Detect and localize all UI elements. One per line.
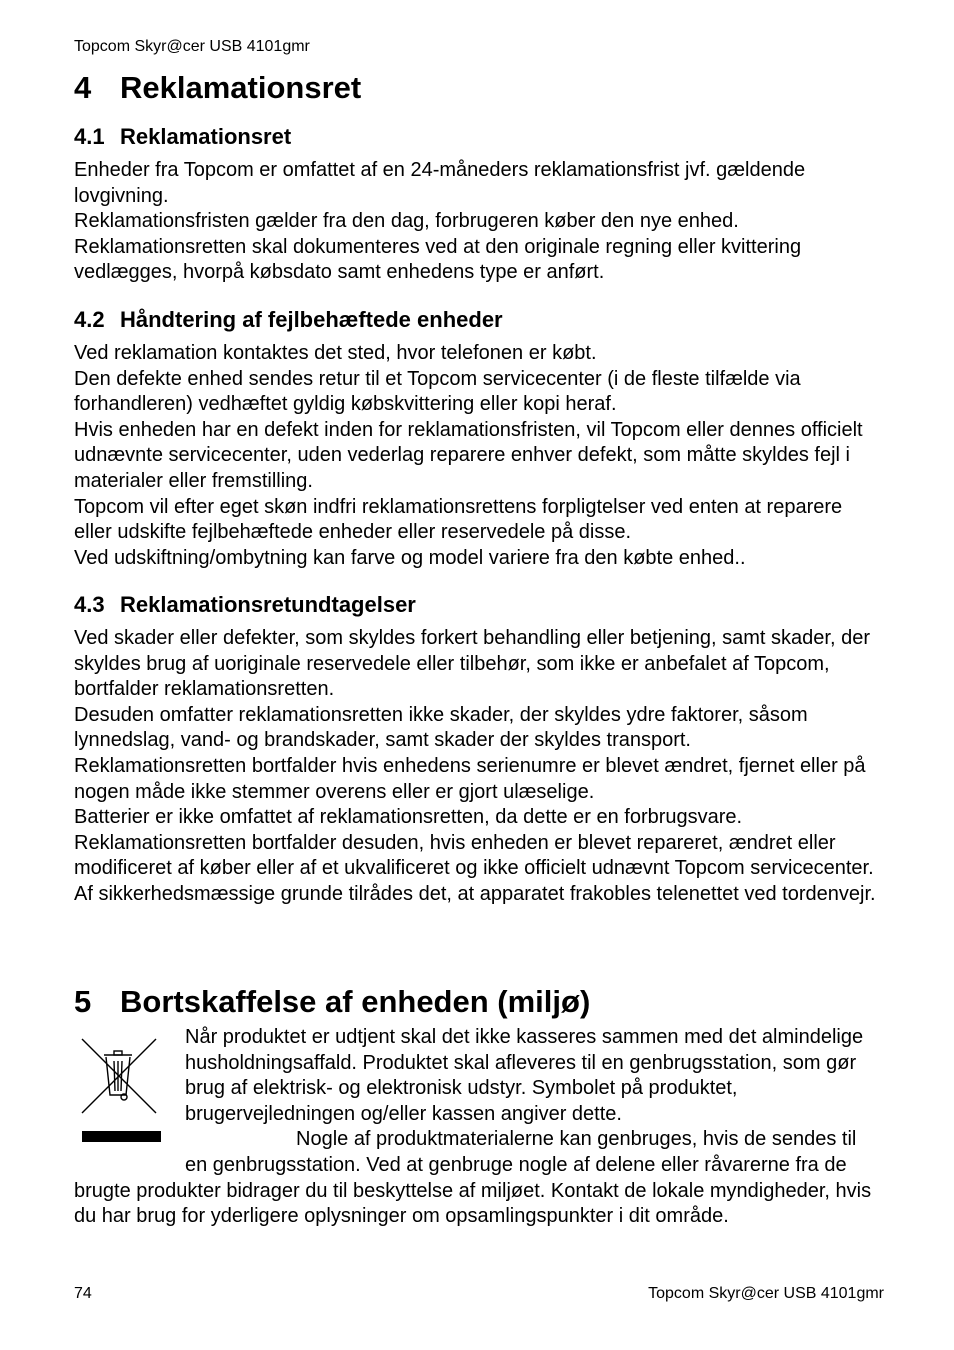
paragraph: Desuden omfatter reklamationsretten ikke skader, der skyldes ydre faktorer, såsom lynnedslag, vand- og brandskader, samt skader der skyldes transport. <box>74 703 808 752</box>
page-number: 74 <box>74 1285 92 1302</box>
paragraph: Ved reklamation kontaktes det sted, hvor telefonen er købt. <box>74 342 597 364</box>
section-4-heading <box>74 70 361 106</box>
section-number: 4 <box>74 70 92 105</box>
paragraph: Nogle af produktmaterialerne kan genbruges, hvis de sendes til en genbrugsstation. Ved at genbruge nogle af delene eller råvarerne fra de brugte produkter bidrager du til beskyttelse af miljøet. Kontakt de lokale myndigheder, hvis du har brug for yderligere oplysninger om opsamlingspunkter i dit område. <box>74 1128 872 1228</box>
subsection-number: 4.1 <box>74 124 105 149</box>
section-title: Reklamationsret <box>120 70 362 105</box>
weee-crossed-bin-icon <box>74 1033 185 1175</box>
section-5-heading <box>74 984 590 1020</box>
paragraph: Når produktet er udtjent skal det ikke kasseres sammen med det almindelige husholdningsaffald. Produktet skal afleveres til en genbrugsstation, som gør brug af elektrisk- og elektronisk udstyr. Symbolet på produktet, brugervejledningen og/eller kassen angiver dette. <box>185 1026 864 1125</box>
paragraph: Topcom vil efter eget skøn indfri reklamationsrettens forpligtelser ved enten at reparere eller udskifte fejlbehæftede enheder eller reservedele på disse. <box>74 495 843 544</box>
paragraph: Reklamationsretten bortfalder hvis enhedens serienumre er blevet ændret, fjernet eller på nogen måde ikke stemmer overens eller er gjort ulæselige. <box>74 754 866 803</box>
paragraph: Reklamationsfristen gælder fra den dag, forbrugeren køber den nye enhed. <box>74 210 739 233</box>
subsection-4-2-body <box>74 341 884 571</box>
subsection-4-1-body <box>74 158 884 286</box>
paragraph: Enheder fra Topcom er omfattet af en 24-måneders reklamationsfrist jvf. gældende lovgivning. <box>74 159 806 207</box>
section-5-body <box>74 1025 884 1230</box>
subsection-4-2-heading <box>74 307 503 333</box>
subsection-4-3-body <box>74 626 884 908</box>
paragraph: Hvis enheden har en defekt inden for reklamationsfristen, vil Topcom eller dennes officielt udnævnte servicecenter, uden vederlag reparere enhver defekt, som måtte skyldes fejl i materialer eller fremstilling. <box>74 418 863 492</box>
subsection-number: 4.3 <box>74 592 105 617</box>
paragraph: Ved udskiftning/ombytning kan farve og model variere fra den købte enhed.. <box>74 546 746 569</box>
subsection-title: Reklamationsretundtagelser <box>120 592 416 617</box>
subsection-4-1-heading <box>74 124 291 150</box>
section-number: 5 <box>74 984 92 1019</box>
subsection-number: 4.2 <box>74 307 105 332</box>
section-title: Bortskaffelse af enheden (miljø) <box>120 984 591 1019</box>
running-footer: Topcom Skyr@cer USB 4101gmr <box>648 1285 884 1302</box>
paragraph: Batterier er ikke omfattet af reklamationsretten, da dette er en forbrugsvare. <box>74 806 743 829</box>
subsection-4-3-heading <box>74 592 416 618</box>
paragraph: Ved skader eller defekter, som skyldes forkert behandling eller betjening, samt skader, der skyldes brug af uoriginale reservedele eller tilbehør, som ikke er anbefalet af Topcom, bortfalder reklamationsretten. <box>74 627 870 701</box>
subsection-title: Reklamationsret <box>120 124 292 149</box>
running-header: Topcom Skyr@cer USB 4101gmr <box>74 38 310 55</box>
paragraph: Reklamationsretten skal dokumenteres ved at den originale regning eller kvittering vedlægges, hvorpå købsdato samt enhedens type er anført. <box>74 235 802 284</box>
paragraph: Den defekte enhed sendes retur til et Topcom servicecenter (i de fleste tilfælde via forhandleren) vedhæftet gyldig købskvittering eller kopi heraf. <box>74 367 801 416</box>
subsection-title: Håndtering af fejlbehæftede enheder <box>120 307 503 332</box>
paragraph: Reklamationsretten bortfalder desuden, hvis enheden er blevet repareret, ændret eller modificeret af køber eller af et ukvalificeret og ikke officielt udnævnt Topcom servicecenter. <box>74 831 874 880</box>
paragraph: Af sikkerhedsmæssige grunde tilrådes det, at apparatet frakobles telenettet ved tordenvejr. <box>74 882 876 905</box>
